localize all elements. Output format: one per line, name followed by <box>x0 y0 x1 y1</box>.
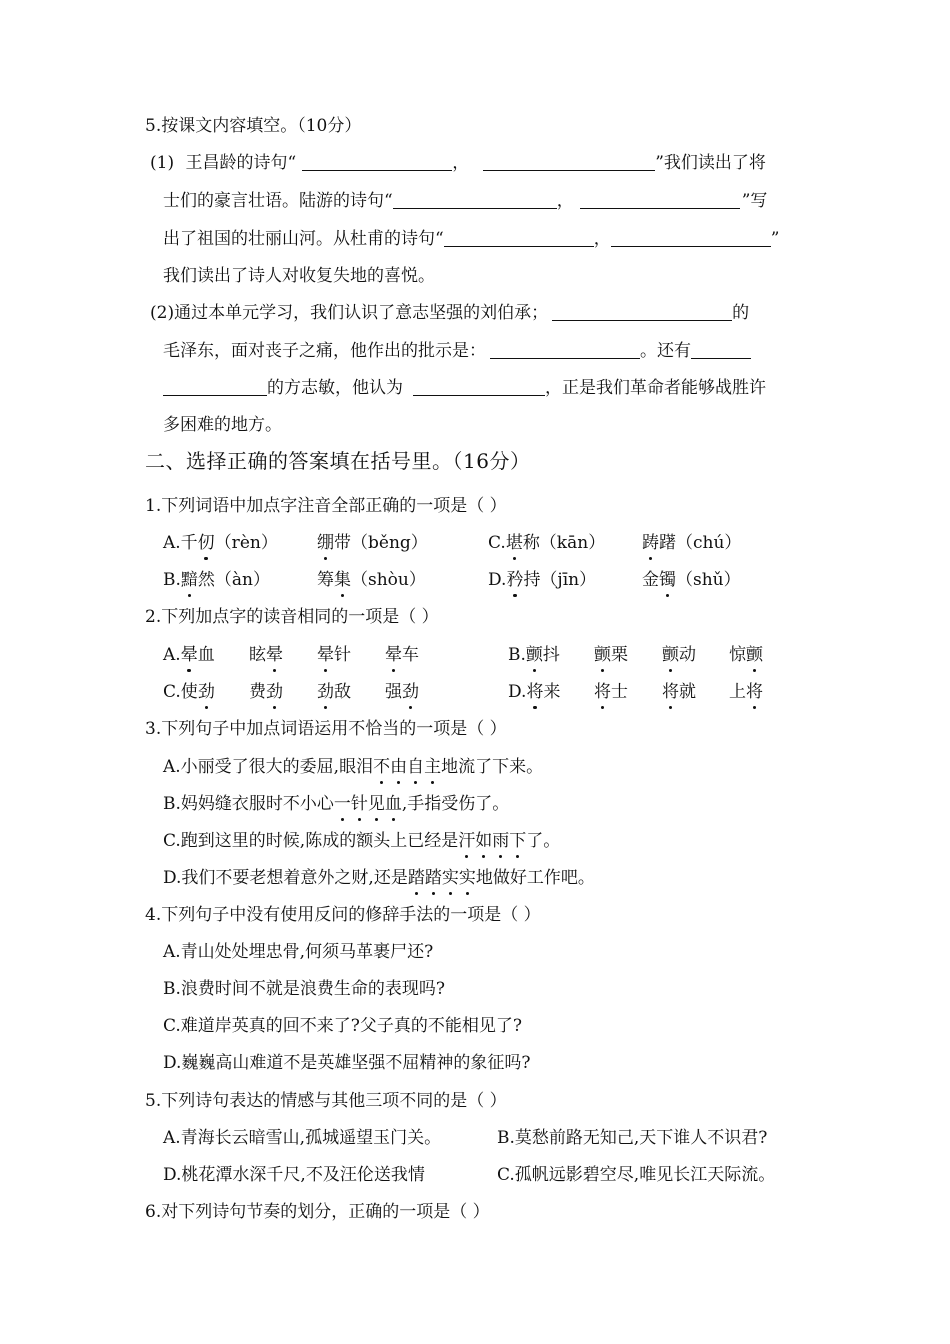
dotted-char: 晕 <box>266 645 283 665</box>
dotted-word <box>373 757 441 777</box>
dotted-word <box>458 831 526 851</box>
blank-10[interactable] <box>163 377 267 396</box>
q3-option-b <box>163 792 509 816</box>
q5-title: 5.按课文内容填空。（10分） <box>145 116 362 136</box>
q2-option-b-word3 <box>662 643 696 667</box>
q3-title: 3.下列句子中加点词语运用不恰当的一项是（ ） <box>145 719 507 739</box>
q5-1-text-b: ”我们读出了将 <box>655 153 766 173</box>
q3-option-a <box>163 755 543 779</box>
dotted-char: 由 <box>390 757 408 777</box>
dotted-char: 将 <box>662 682 679 702</box>
section-title: 二、选择正确的答案填在括号里。（16分） <box>145 449 531 473</box>
dotted-char: 一 <box>333 794 351 814</box>
q5-1-line3-text: 出了祖国的壮丽山河。从杜甫的诗句“ <box>163 229 444 249</box>
text: 就 <box>679 682 696 702</box>
q2-option-c-word3 <box>317 680 351 704</box>
dotted-char: 晕 <box>180 645 198 665</box>
text: 地做好工作吧。 <box>475 868 595 888</box>
blank-11[interactable] <box>413 377 545 396</box>
q5-1-line4: 我们读出了诗人对收复失地的喜悦。 <box>163 266 435 286</box>
blank-8[interactable] <box>490 340 640 359</box>
q2-option-c <box>163 680 215 704</box>
q2-option-a-word2 <box>249 643 283 667</box>
dotted-char: 颤 <box>662 645 679 665</box>
text: （shòu） <box>351 570 426 590</box>
q5-1-text-a: 王昌龄的诗句“ <box>185 153 297 173</box>
dotted-char: 踌 <box>642 533 659 553</box>
text: 地流了下来。 <box>441 757 544 777</box>
text: D. <box>488 570 507 590</box>
dotted-char: 踏 <box>407 868 425 888</box>
text: 敌 <box>334 682 351 702</box>
text: B. <box>163 570 181 590</box>
dotted-char: 集 <box>334 570 351 590</box>
q4-option-d: D.巍巍高山难道不是英雄坚强不屈精神的象征吗? <box>163 1053 531 1073</box>
text: （rèn） <box>214 533 278 553</box>
dotted-char: 颤 <box>525 645 543 665</box>
blank-7[interactable] <box>552 302 732 321</box>
dotted-char: 自 <box>407 757 425 777</box>
blank-5[interactable] <box>444 228 594 247</box>
q5-1-line1 <box>150 151 766 175</box>
dotted-char: 黯 <box>180 570 198 590</box>
dotted-word <box>408 868 476 888</box>
q5-1-line3 <box>163 227 779 251</box>
q5-2-line4: 多困难的地方。 <box>163 415 282 435</box>
q5-1-line2-text: 士们的豪言壮语。陆游的诗句“ <box>163 191 393 211</box>
dotted-char: 下 <box>509 831 527 851</box>
separator: ， <box>556 191 574 211</box>
text: A. <box>163 645 181 665</box>
dotted-char: 颤 <box>594 645 611 665</box>
dotted-char: 将 <box>594 682 611 702</box>
dotted-char: 踏 <box>424 868 442 888</box>
text: 带（běng） <box>334 533 428 553</box>
text: 针 <box>334 645 351 665</box>
q5-choice-title: 5.下列诗句表达的情感与其他三项不同的是（ ） <box>145 1091 507 1111</box>
dotted-char: 堪 <box>505 533 523 553</box>
dotted-char: 将 <box>526 682 544 702</box>
dotted-char: 主 <box>424 757 442 777</box>
blank-3[interactable] <box>393 190 557 209</box>
q1-option-d1 <box>488 568 596 592</box>
text: 栗 <box>611 645 628 665</box>
text: B. <box>508 645 526 665</box>
q5-1-line2-end: ”写 <box>741 191 768 211</box>
dotted-char: 针 <box>350 794 368 814</box>
text: D. <box>508 682 527 702</box>
q6-title: 6.对下列诗句节奏的划分，正确的一项是（ ） <box>145 1202 490 1222</box>
blank-6[interactable] <box>611 228 771 247</box>
text: 然（àn） <box>197 570 270 590</box>
text: 士 <box>611 682 628 702</box>
q1-option-b1 <box>163 568 270 592</box>
dotted-char: 将 <box>746 682 763 702</box>
q2-option-b <box>508 643 560 667</box>
q1-title: 1.下列词语中加点字注音全部正确的一项是（ ） <box>145 496 507 516</box>
q3-option-c <box>163 829 560 853</box>
q5-1-line2 <box>163 189 767 213</box>
dotted-char: 不 <box>373 757 391 777</box>
q2-option-a-word4 <box>385 643 419 667</box>
dotted-char: 劲 <box>402 682 419 702</box>
dotted-char: 矜 <box>506 570 524 590</box>
text: ,手指受伤了。 <box>401 794 510 814</box>
text: B.妈妈缝衣服时不小心 <box>163 794 334 814</box>
dotted-char: 镯 <box>659 570 676 590</box>
dotted-char: 绷 <box>317 533 334 553</box>
text: 躇（chú） <box>659 533 742 553</box>
q1-option-c1 <box>488 531 605 555</box>
dotted-char: 劲 <box>317 682 334 702</box>
separator: ， <box>593 229 611 249</box>
text: 动 <box>679 645 696 665</box>
q3-option-d <box>163 866 595 890</box>
q2-title: 2.下列加点字的读音相同的一项是（ ） <box>145 607 439 627</box>
text: 强 <box>385 682 402 702</box>
dotted-char: 劲 <box>266 682 283 702</box>
q2-option-c-word2 <box>249 680 283 704</box>
dotted-char: 如 <box>475 831 493 851</box>
q5-option-d: D.桃花潭水深千尺,不及汪伦送我情 <box>163 1165 425 1185</box>
dotted-char: 血 <box>384 794 402 814</box>
q2-option-d-word2 <box>594 680 628 704</box>
q5-2-line2-text: 毛泽东，面对丧子之痛，他作出的批示是： <box>163 341 486 361</box>
dotted-char: 颤 <box>746 645 763 665</box>
q5-option-a: A.青海长云暗雪山,孤城遥望玉门关。 <box>163 1128 442 1148</box>
text: C.跑到这里的时候,陈成的额头上已经是 <box>163 831 459 851</box>
text: 费 <box>249 682 266 702</box>
text: A.小丽受了很大的委屈,眼泪 <box>163 757 374 777</box>
dotted-char: 雨 <box>492 831 510 851</box>
q5-2-line1 <box>150 301 749 325</box>
dotted-char: 见 <box>367 794 385 814</box>
q1-option-a2 <box>317 531 428 555</box>
q5-2-line1-end: 的 <box>732 303 750 323</box>
q2-option-d-word4 <box>729 680 763 704</box>
q2-option-c-word4 <box>385 680 419 704</box>
q1-option-b2 <box>317 568 426 592</box>
q5-option-b: B.莫愁前路无知己,天下谁人不识君? <box>497 1128 768 1148</box>
dotted-char: 劲 <box>197 682 215 702</box>
dotted-char: 汗 <box>458 831 476 851</box>
q5-2-line3-text: 的方志敏，他认为 <box>267 378 403 398</box>
text: 金 <box>642 570 659 590</box>
dotted-word <box>334 794 402 814</box>
dotted-char: 仞 <box>197 533 215 553</box>
text: 眩 <box>249 645 266 665</box>
text: 称（kān） <box>522 533 606 553</box>
text: 筹 <box>317 570 334 590</box>
text: 车 <box>402 645 419 665</box>
q5-2-line3 <box>163 376 766 400</box>
q2-option-a-word3 <box>317 643 351 667</box>
q5-2-line2 <box>163 339 751 363</box>
text: 抖 <box>542 645 560 665</box>
q5-option-c: C.孤帆远影碧空尽,唯见长江天际流。 <box>497 1165 776 1185</box>
q4-option-c: C.难道岸英真的回不来了?父子真的不能相见了? <box>163 1016 523 1036</box>
q1-option-a1 <box>163 531 278 555</box>
q4-title: 4.下列句子中没有使用反问的修辞手法的一项是（ ） <box>145 905 541 925</box>
separator: ， <box>452 153 470 173</box>
q1-option-d2 <box>642 568 741 592</box>
q5-1-number: (1) <box>150 153 175 173</box>
blank-9[interactable] <box>691 340 751 359</box>
blank-2[interactable] <box>483 152 655 171</box>
text: 惊 <box>729 645 746 665</box>
text: A.千 <box>163 533 198 553</box>
q2-option-b-word2 <box>594 643 628 667</box>
q2-option-d <box>508 680 560 704</box>
text: 持（jīn） <box>523 570 597 590</box>
blank-4[interactable] <box>580 190 740 209</box>
text: 血 <box>197 645 215 665</box>
text: 上 <box>729 682 746 702</box>
text: C.使 <box>163 682 198 702</box>
q5-2-line3-end: ，正是我们革命者能够战胜许 <box>545 378 766 398</box>
q2-option-b-word4 <box>729 643 763 667</box>
dotted-char: 晕 <box>385 645 402 665</box>
q2-option-d-word3 <box>662 680 696 704</box>
text: C. <box>488 533 506 553</box>
dotted-char: 晕 <box>317 645 334 665</box>
q5-1-line3-end: ” <box>770 229 780 249</box>
q5-2-line2-end: 。还有 <box>640 341 691 361</box>
text: 来 <box>543 682 561 702</box>
dotted-char: 实 <box>458 868 476 888</box>
dotted-char: 实 <box>441 868 459 888</box>
text: （shǔ） <box>676 570 741 590</box>
q5-2-line1-text: (2)通过本单元学习，我们认识了意志坚强的刘伯承； <box>150 303 549 323</box>
blank-1[interactable] <box>302 152 452 171</box>
q2-option-a <box>163 643 215 667</box>
q4-option-a: A.青山处处埋忠骨,何须马革裹尸还? <box>163 942 434 962</box>
q4-option-b: B.浪费时间不就是浪费生命的表现吗? <box>163 979 446 999</box>
text: 了。 <box>526 831 561 851</box>
text: D.我们不要老想着意外之财,还是 <box>163 868 408 888</box>
q1-option-c2 <box>642 531 741 555</box>
